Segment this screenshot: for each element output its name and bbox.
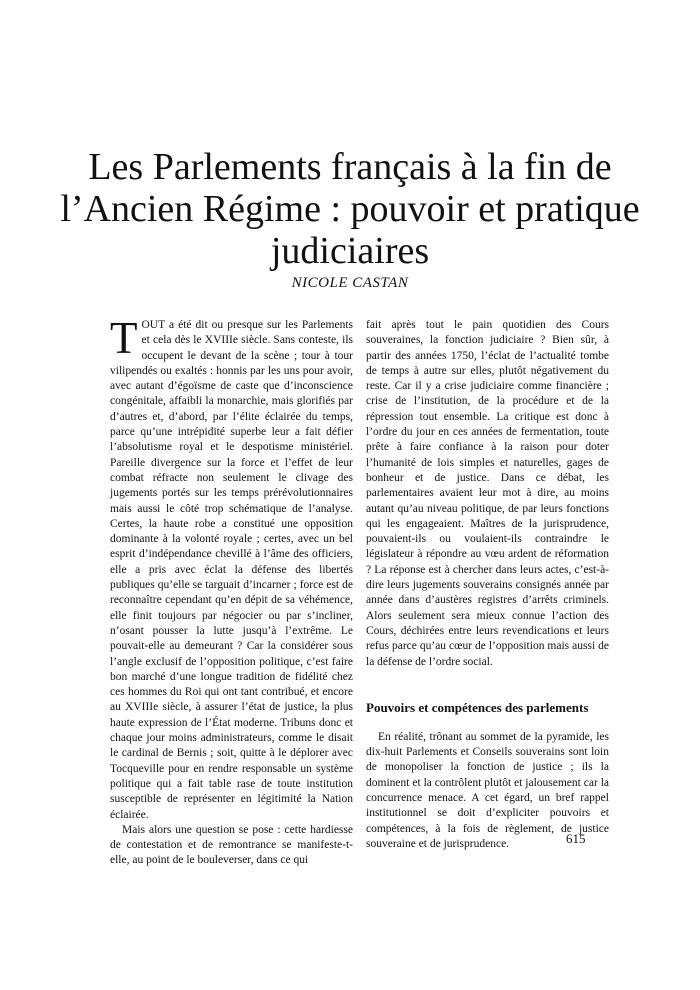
left-column <box>110 313 353 869</box>
paragraph-continuation: fait après tout le pain quotidien des Cours souveraines, la fonction judiciaire ? Bien sûr, à partir des années 1750, l’éclat de l’actualité tombe de temps à autre sur elles, plutôt négativement du reste. Car il y a crise judiciaire comme financière ; crise de l’institution, de la procédure et de la répression tout ensemble. La critique est donc à l’ordre du jour en ces années de fermentation, toute prête à faire confiance à la raison pour doter l’humanité de lois simples et naturelles, gages de bonheur et de justice. Dans ce débat, les parlementaires avaient leur mot à dire, au moins autant qu’au niveau politique, de par leurs fonctions qui les engageaient. Maîtres de la jurisprudence, pouvaient-ils ou voulaient-ils contraindre le législateur à répondre au vœu ardent de réformation ? La réponse est à chercher dans leurs actes, c’est-à-dire leurs jugements souverains consignés année par année dans d’austères registres d’arrêts criminels. Alors seulement sera mieux connue l’action des Cours, déchirées entre leurs revendications et leurs refus parce qu’au cœur de l’opposition mais aussi de la défense de l’ordre social. <box>366 319 609 668</box>
author-name: NICOLE CASTAN <box>291 275 409 291</box>
article-title: Les Parlements français à la fin de l’Ancien Régime : pouvoir et pratique judiciaires <box>60 146 640 272</box>
paragraph-intro <box>110 313 353 823</box>
paragraph-intro-text: OUT a été dit ou presque sur les Parlements et cela dès le XVIIIe siècle. Sans conteste, ils occupent le devant de la scène ; tour à tour vilipendés ou exaltés : honnis par les uns pour avoir, avec autant d’égoïsme de caste que d’inconscience congénitale, affaibli la monarchie, mais glorifiés par d’autres et, d’abord, par l’élite éclairée du temps, parce qu’une intrépidité superbe leur a fait défier l’absolutisme royal et le despotisme ministériel. Pareille divergence sur la force et l’effet de leur combat réfracte non seulement le clivage des jugements portés sur les temps prérévolutionnaires mais aussi le côté trop schématique de l’analyse. Certes, la haute robe a constitué une opposition dominante à la volonté royale ; certes, avec un bel esprit d’indépendance chevillé à l’âme des officiers, elle a pris avec éclat la défense des libertés publiques qu’elle se targuait d’incarner ; force est de reconnaître cependant qu’en dépit de sa véhémence, elle finit toujours par négocier ou par s’incliner, n’osant pousser la lutte jusqu’à l’extrême. Le pouvait-elle au demeurant ? Car la considérer sous l’angle exclusif de l’opposition politique, c’est faire bon marché d’une longue tradition de fidélité chez ces hommes du Roi qui ont tant contribué, et encore au XVIIIe siècle, à assurer l’état de justice, la plus haute expression de l’État moderne. Tribuns donc et chaque jour moins administrateurs, comme le disait le cardinal de Bernis ; soit, quitte à le déplorer avec Tocqueville pour en rendre responsable un système politique qui a fait table rase de toute institution susceptible de représenter en légitimité la Nation éclairée. <box>110 319 353 821</box>
right-column <box>366 318 609 852</box>
paragraph-pouvoirs: En réalité, trônant au sommet de la pyramide, les dix-huit Parlements et Conseils souverains sont loin de monopoliser la fonction de justice ; ils la dominent et la contrôlent plutôt et jalousement car la concurrence menace. A cet égard, un bref rappel institutionnel se doit d’expliciter pouvoirs et compétences, à la fois de règlement, de justice souveraine et de jurisprudence. <box>366 730 609 850</box>
paragraph-question: Mais alors une question se pose : cette hardiesse de contestation et de remontrance se manifeste-t-elle, au point de le bouleverser, dans ce qui <box>110 823 353 867</box>
section-heading: Pouvoirs et compétences des parlements <box>366 699 589 715</box>
drop-cap: T <box>110 313 138 363</box>
page-number: 615 <box>566 831 586 846</box>
